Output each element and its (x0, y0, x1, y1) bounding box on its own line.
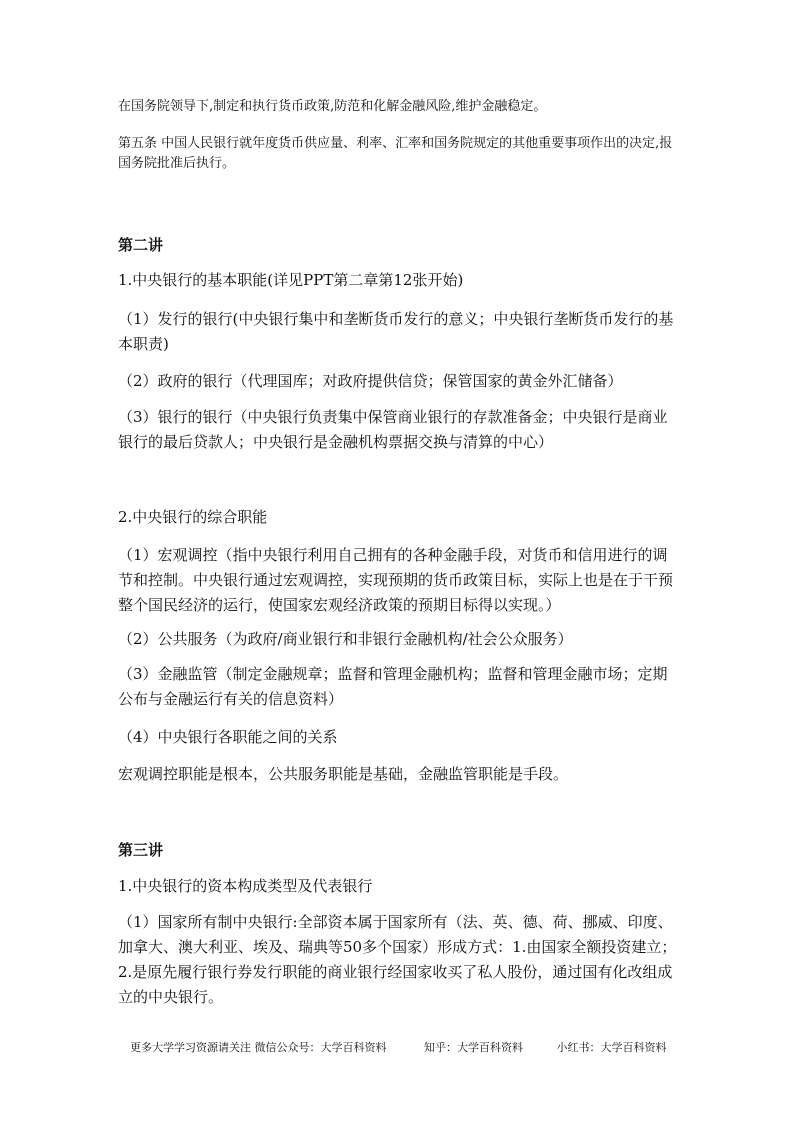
paragraph-summary: 宏观调控职能是根本，公共服务职能是基础，金融监管职能是手段。 (118, 765, 569, 783)
list-item-government-bank: （2）政府的银行（代理国库；对政府提供信贷；保管国家的黄金外汇储备） (118, 372, 623, 390)
paragraph-article-5: 第五条 中国人民银行就年度货币供应量、利率、汇率和国务院规定的其他重要事项作出的决定,报国务院批准后执行。 (118, 136, 673, 171)
section-title-capital-types: 1.中央银行的资本构成类型及代表银行 (118, 877, 373, 895)
list-item-bankers-bank: （3）银行的银行（中央银行负责集中保管商业银行的存款准备金；中央银行是商业银行的最后贷款人；中央银行是金融机构票据交换与清算的中心） (118, 408, 668, 451)
section-title-comprehensive-functions: 2.中央银行的综合职能 (118, 508, 268, 526)
heading-lecture-3: 第三讲 (118, 841, 164, 859)
page-footer (130, 1040, 690, 1056)
list-item-macro-control: （1）宏观调控（指中央银行利用自己拥有的各种金融手段，对货币和信用进行的调节和控制。中央银行通过宏观调控，实现预期的货币政策目标，实际上也是在于干预整个国民经济的运行，使国家宏观经济政策的预期目标得以实现。） (118, 546, 674, 614)
footer-xiaohongshu: 小红书：大学百科资料 (556, 1041, 667, 1054)
list-item-financial-supervision: （3）金融监管（制定金融规章；监督和管理金融机构；监督和管理金融市场；定期公布与金融运行有关的信息资料） (118, 665, 668, 708)
list-item-issuing-bank: （1）发行的银行(中央银行集中和垄断货币发行的意义；中央银行垄断货币发行的基本职责) (118, 310, 674, 353)
footer-wechat: 更多大学学习资源请关注 微信公众号：大学百科资料 (130, 1041, 387, 1054)
list-item-state-owned-central-bank: （1）国家所有制中央银行:全部资本属于国家所有（法、英、德、荷、挪威、印度、加拿大、澳大利亚、埃及、瑞典等50多个国家）形成方式：1.由国家全额投资建立；2.是原先履行银行券发行职能的商业银行经国家收买了私人股份，通过国有化改组成立的中央银行。 (118, 913, 677, 1006)
list-item-function-relations: （4）中央银行各职能之间的关系 (118, 728, 338, 746)
footer-zhihu: 知乎：大学百科资料 (424, 1041, 523, 1054)
paragraph-mandate: 在国务院领导下,制定和执行货币政策,防范和化解金融风险,维护金融稳定。 (118, 99, 547, 114)
list-item-public-service: （2）公共服务（为政府/商业银行和非银行金融机构/社会公众服务） (118, 630, 573, 648)
heading-lecture-2: 第二讲 (118, 236, 164, 254)
section-title-basic-functions: 1.中央银行的基本职能(详见PPT第二章第12张开始) (118, 271, 464, 289)
